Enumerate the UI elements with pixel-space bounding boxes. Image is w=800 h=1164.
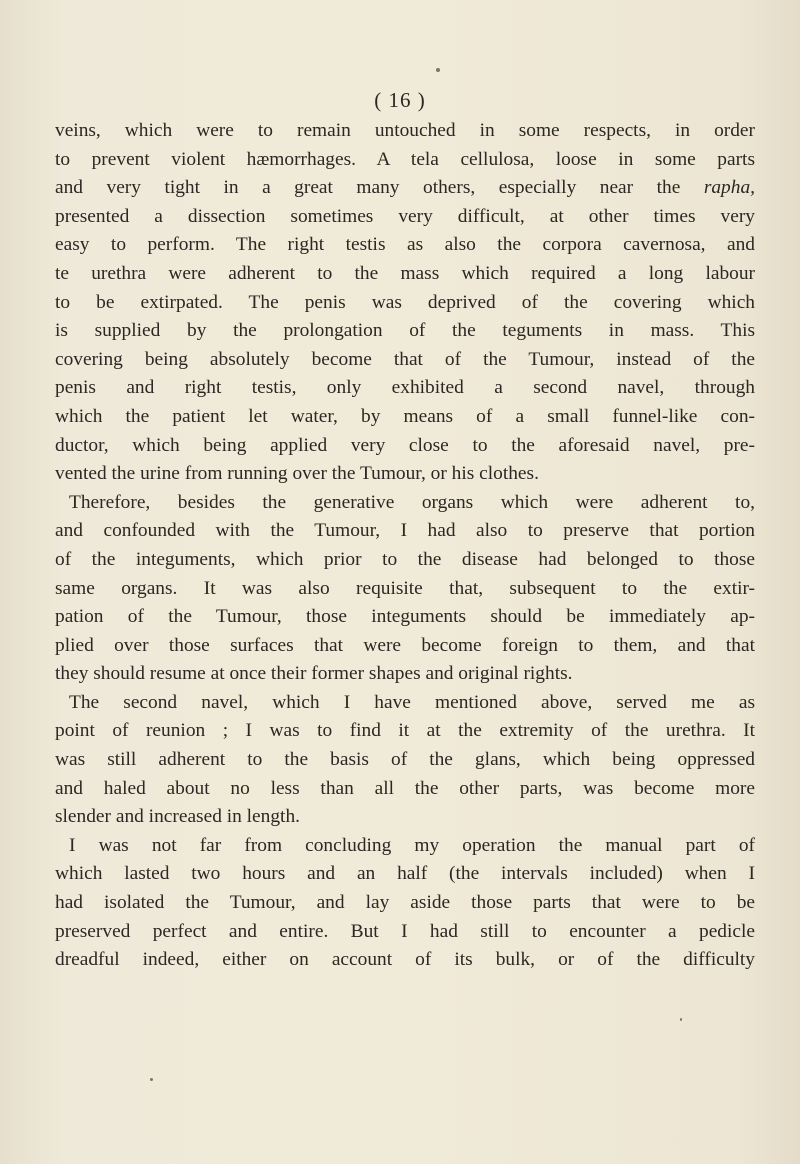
text-line: to be extirpated. The penis was deprived of the covering which (55, 291, 755, 313)
text-line: vented the urine from running over the Tumour, or his clothes. (55, 463, 539, 485)
text-line: and confounded with the Tumour, I had also to preserve that portion (55, 520, 755, 542)
ink-speck (436, 68, 440, 72)
text-line: ductor, which being applied very close to the aforesaid navel, pre- (55, 434, 755, 456)
text-line: penis and right testis, only exhibited a second navel, through (55, 377, 755, 399)
text-line: te urethra were adherent to the mass which required a long labour (55, 262, 755, 284)
text-line: is supplied by the prolongation of the teguments in mass. This (55, 320, 755, 342)
text-line: which lasted two hours and an half (the intervals included) when I (55, 863, 755, 885)
text-line: easy to perform. The right testis as also the corpora cavernosa, and (55, 234, 755, 256)
text-line-segment: and very tight in a great many others, especially near the (55, 177, 704, 199)
text-line: slender and increased in length. (55, 806, 300, 828)
italic-word: rapha, (703, 177, 755, 199)
text-line: had isolated the Tumour, and lay aside those parts that were to be (55, 892, 755, 914)
text-line: which the patient let water, by means of a small funnel-like con- (55, 405, 755, 427)
ink-speck (680, 1018, 682, 1021)
ink-speck (150, 1078, 153, 1081)
text-line: and haled about no less than all the other parts, was become more (55, 777, 755, 799)
text-line (55, 174, 755, 203)
text-line: pation of the Tumour, those integuments should be immediately ap- (55, 606, 755, 628)
text-line: The second navel, which I have mentioned above, served me as (69, 691, 755, 713)
text-line: plied over those surfaces that were become foreign to them, and that (55, 634, 755, 656)
text-line: I was not far from concluding my operation the manual part of (69, 834, 755, 856)
page-body-text (55, 117, 755, 975)
text-line: presented a dissection sometimes very difficult, at other times very (55, 205, 755, 227)
text-line: preserved perfect and entire. But I had still to encounter a pedicle (55, 920, 755, 942)
text-line: Therefore, besides the generative organs which were adherent to, (69, 491, 755, 513)
text-line: point of reunion ; I was to find it at the extremity of the urethra. It (55, 720, 755, 742)
page-number: ( 16 ) (374, 88, 426, 112)
text-line: they should resume at once their former shapes and original rights. (55, 663, 573, 685)
text-line: veins, which were to remain untouched in some respects, in order (55, 120, 755, 141)
text-line: of the integuments, which prior to the disease had belonged to those (55, 548, 755, 570)
text-line: covering being absolutely become that of the Tumour, instead of the (55, 348, 755, 370)
text-line: was still adherent to the basis of the glans, which being oppressed (55, 749, 755, 771)
text-line: to prevent violent hæmorrhages. A tela cellulosa, loose in some parts (55, 148, 755, 170)
text-line: dreadful indeed, either on account of its bulk, or of the difficulty (55, 949, 755, 971)
text-line: same organs. It was also requisite that, subsequent to the extir- (55, 577, 755, 599)
